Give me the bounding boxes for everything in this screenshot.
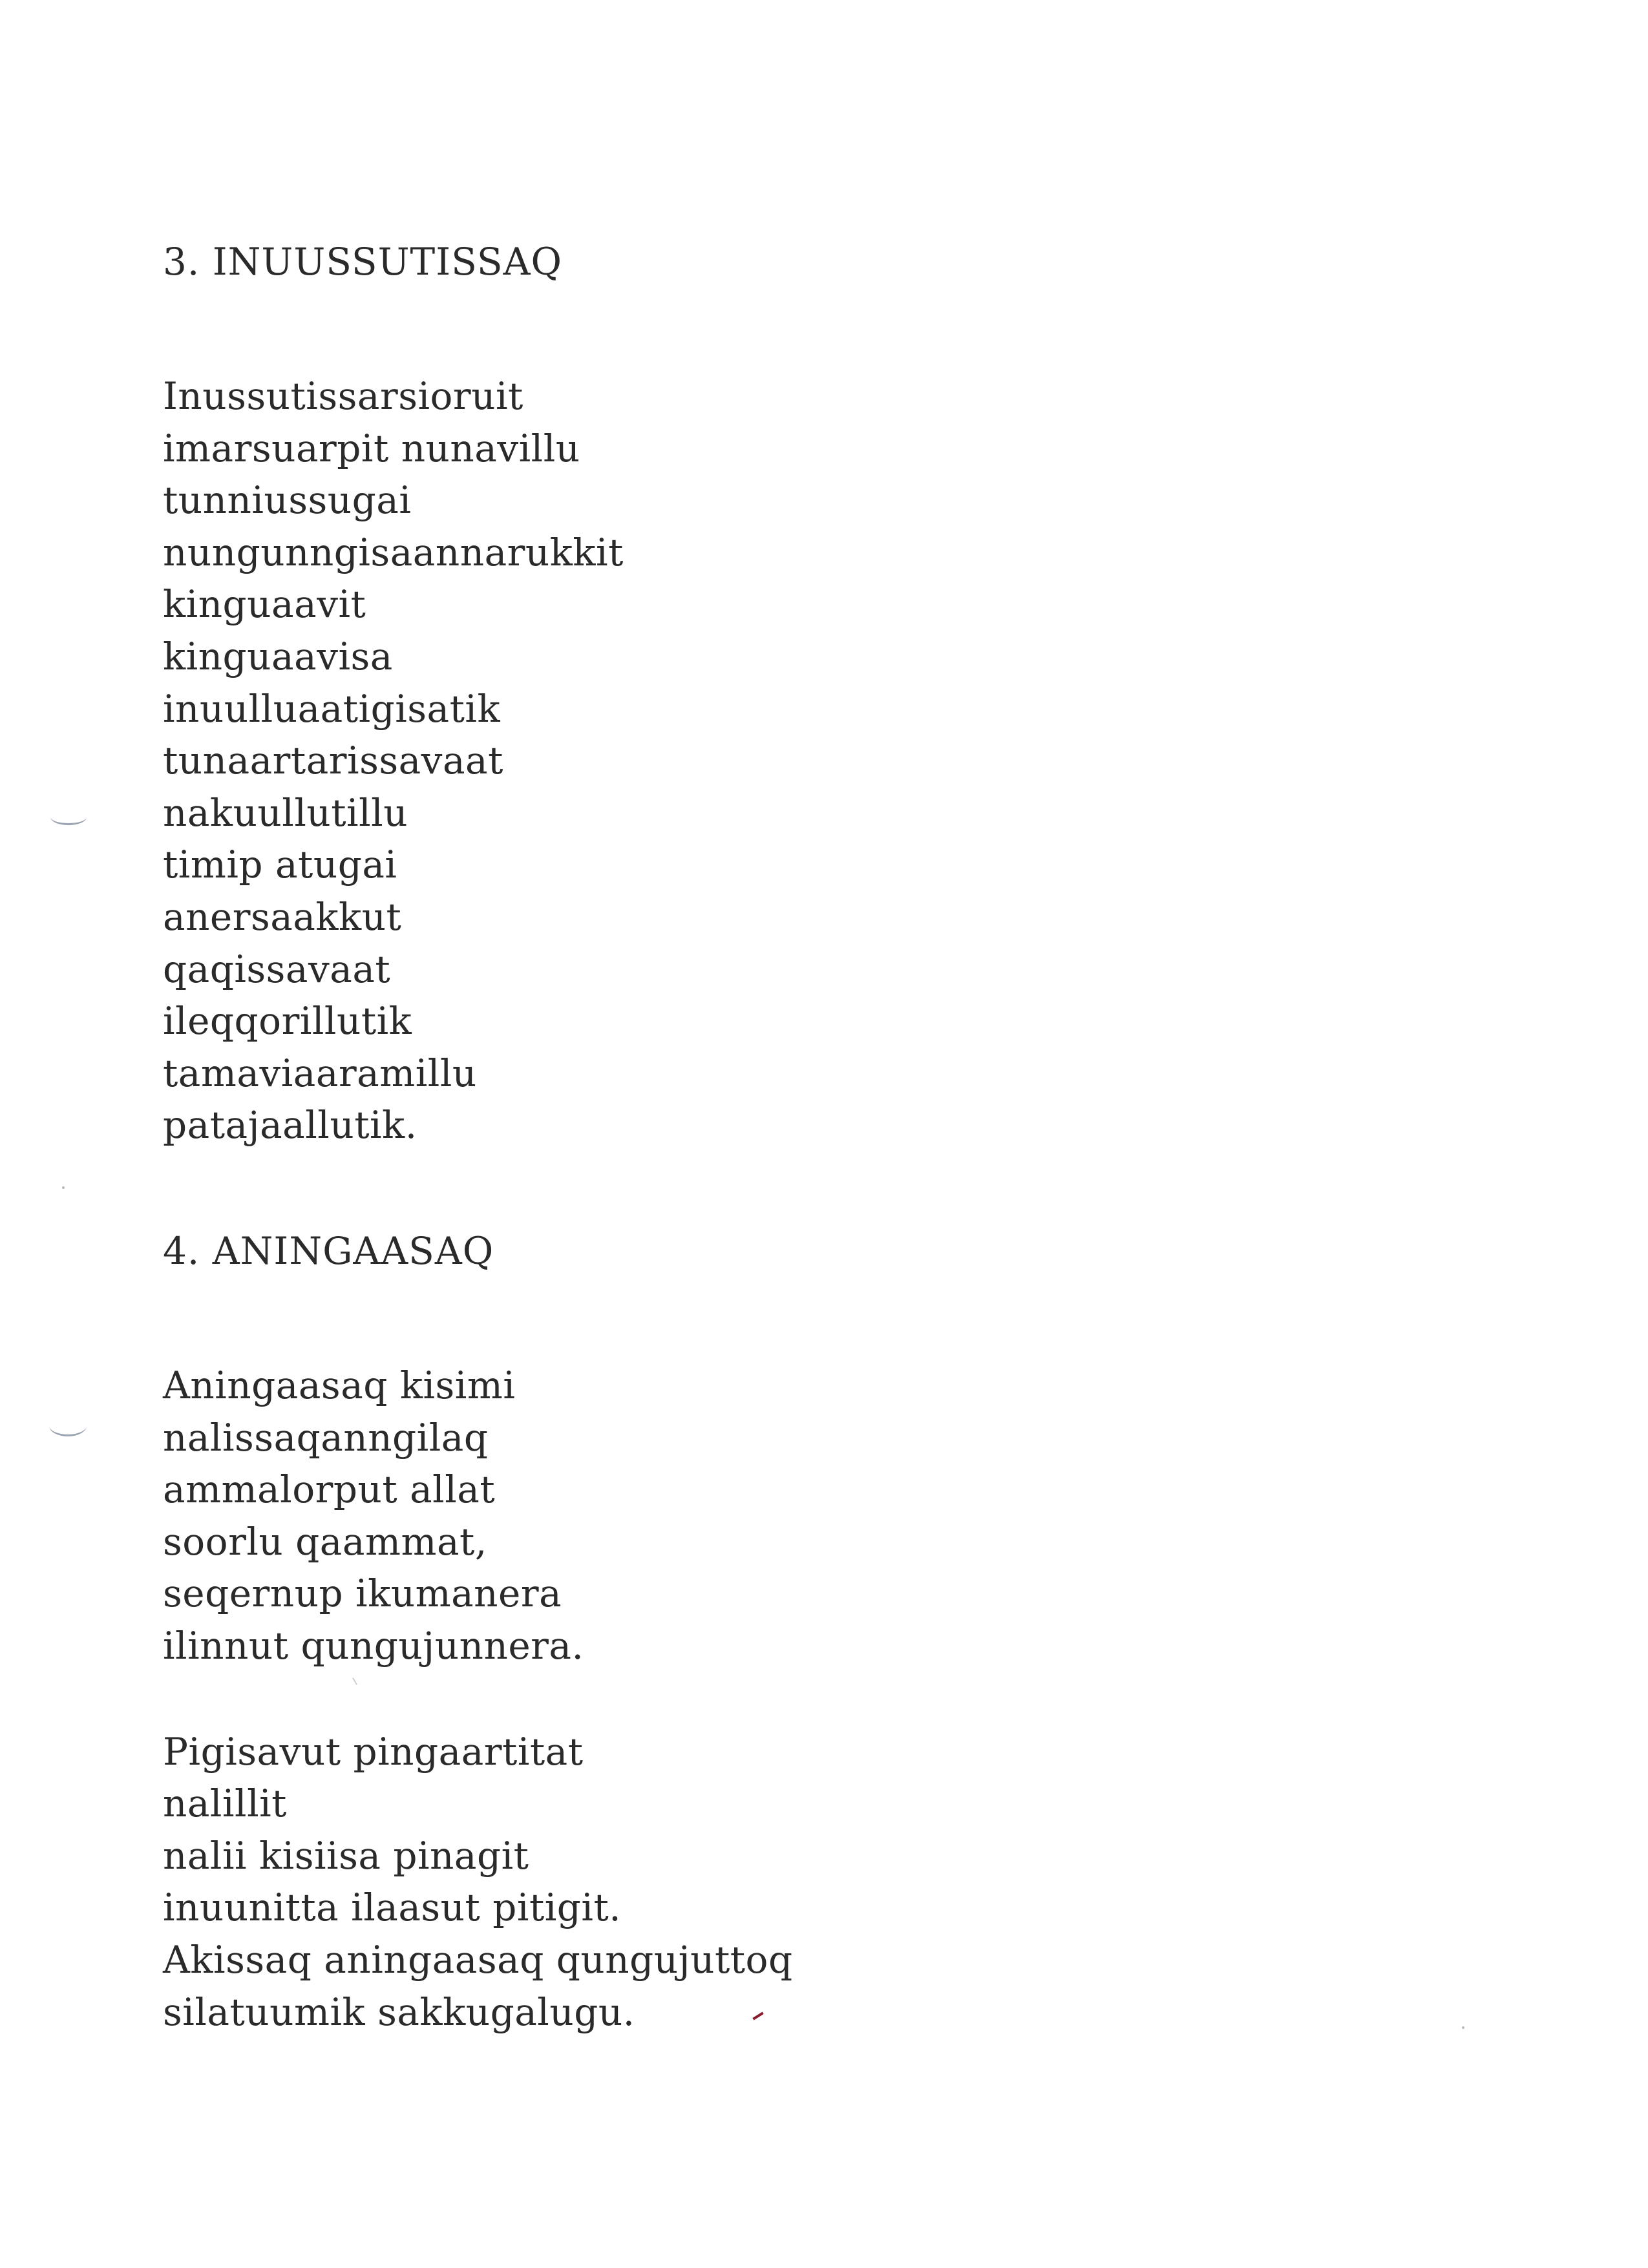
poem-line: silatuumik sakkugalugu.: [163, 1990, 635, 2034]
poem-line: inuulluaatigisatik: [163, 686, 501, 731]
poem-line: kinguaavisa: [163, 634, 393, 678]
poem-line: Inussutissarsioruit: [163, 374, 523, 418]
poem-title: 3. INUUSSUTISSAQ: [163, 240, 563, 284]
poem-line: nalissaqanngilaq: [163, 1415, 489, 1460]
poem-line: soorlu qaammat,: [163, 1519, 487, 1564]
poem-aningaasaq: [163, 1225, 1391, 2038]
poem-line: tunaartarissavaat: [163, 739, 503, 783]
poem-line: imarsuarpit nunavillu: [163, 426, 580, 470]
poem-title: 4. ANINGAASAQ: [163, 1229, 494, 1273]
poem-line: Akissaq aningaasaq qungujuttoq: [163, 1937, 793, 1982]
poem-stanza: [163, 1726, 1391, 2039]
poem-line: tamaviaaramillu: [163, 1051, 477, 1095]
poem-line: Pigisavut pingaartitat: [163, 1729, 584, 1774]
poem-line: Aningaasaq kisimi: [163, 1363, 516, 1407]
poem-line: ilinnut qungujunnera.: [163, 1623, 584, 1668]
scan-speck: [1462, 2026, 1464, 2029]
poem-line: ammalorput allat: [163, 1467, 496, 1512]
poem-line: ileqqorillutik: [163, 999, 412, 1044]
poem-line: kinguaavit: [163, 582, 366, 627]
poem-line: nungunngisaannarukkit: [163, 530, 624, 574]
poem-line: patajaallutik.: [163, 1103, 417, 1148]
poem-line: tunniussugai: [163, 478, 412, 523]
poem-line: anersaakkut: [163, 894, 402, 939]
poem-line: qaqissavaat: [163, 947, 391, 991]
punch-hole-mark: [49, 1415, 87, 1436]
poem-line: nalii kisiisa pinagit: [163, 1833, 529, 1878]
scan-speck: [62, 1186, 65, 1189]
poem-inuussutissaq: [163, 236, 1391, 1151]
punch-hole-mark: [50, 809, 87, 825]
poem-stanza: [163, 1360, 1391, 1672]
poem-line: seqernup ikumanera: [163, 1571, 562, 1616]
poem-line: inuunitta ilaasut pitigit.: [163, 1885, 622, 1930]
poem-line: nalillit: [163, 1781, 287, 1826]
poem-line: timip atugai: [163, 843, 397, 887]
poem-stanza: [163, 370, 1391, 1151]
poem-line: nakuullutillu: [163, 790, 408, 835]
